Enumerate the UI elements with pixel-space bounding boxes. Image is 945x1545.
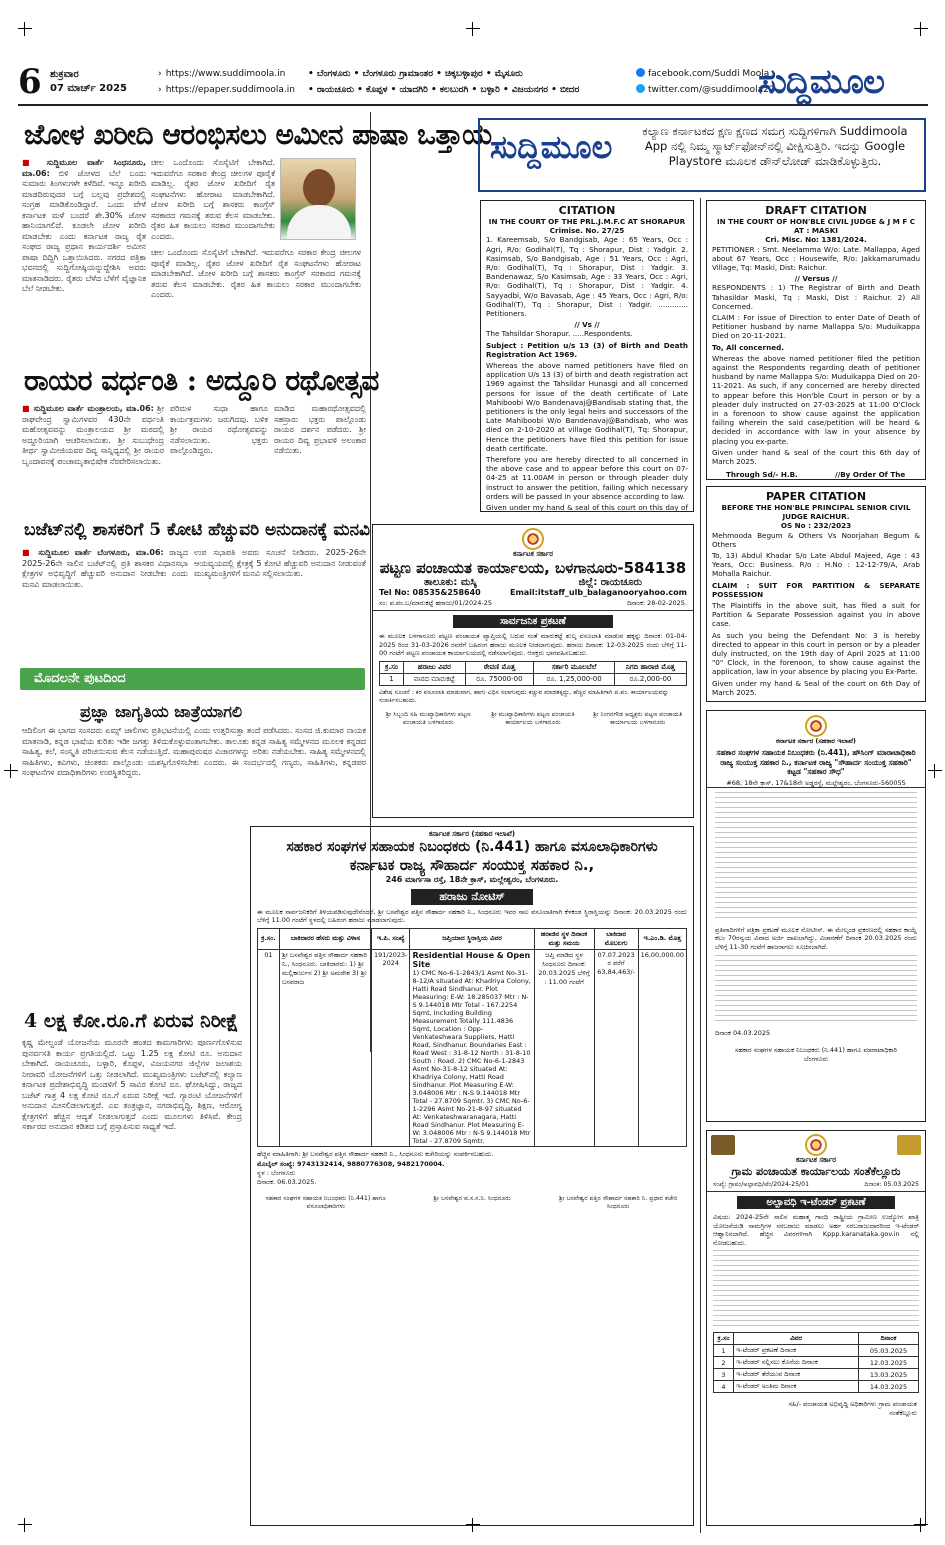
person-face (303, 169, 335, 207)
citation-title: CITATION (558, 204, 616, 217)
story1-headline: ಜೋಳ ಖರೀದಿ ಆರಂಭಿಸಲು ಅಮೀನ ಪಾಷಾ ಒತ್ತಾಯ (24, 118, 492, 151)
citation-to: To, All concerned. (712, 342, 784, 352)
story1-col2: ಚೀಲ ಒಂದೊಂದು ಸೊಸೈಟಿಗೆ ಬೇಕಾಗಿದೆ. ಇದುವರೆಗೂ ಸರಕಾರ ಕೇಂದ್ರ ಚೀಲಗಳ ಪೂರೈಕೆ ಮಾಡಿಲ್ಲ. ರೈತರ ಜೋಳ ಖರೀದಿಗೆ ರೈತ ಸಂಘಟನೆಗಳು ಹೋರಾಟ ಮಾಡಬೇಕಾಗಿದೆ. ಜೋಳ ಖರೀದಿ ಬಗ್ಗೆ ಶಾಸಕರು ಕಾಂಗ್ರೆಸ್ ಸರಕಾರದ ಗಮನಕ್ಕೆ ತರುವ ಕೆಲಸ ಮಾಡಬೇಕು. ರೈತರ ಹಿತ ಕಾಯಲು ಸರಕಾರ ಮುಂದಾಗಬೇಕು ಎಂದರು. (151, 158, 275, 241)
table-header: ಇ.ಪಿ. ಸಂಖ್ಯೆ (372, 928, 410, 949)
citation-body: Given under my hand & Seal of the court on 6th Day of March 2025. (712, 678, 920, 697)
citation-advocate: Through Sd/- H.B. (726, 470, 798, 480)
tender-table (713, 1332, 919, 1393)
column-rule (700, 198, 701, 1533)
table-cell: 12.03.2025 (859, 1357, 919, 1369)
citation-raichur (706, 486, 926, 702)
table-header: ಕ್ರ.ಸಂ (380, 661, 404, 673)
page-number: 6 (18, 62, 42, 102)
table-cell: ಇ-ಟೆಂಡರ್ ಸಲ್ಲಿಸಲು ಕೊನೆಯ ದಿನಾಂಕ (734, 1357, 859, 1369)
ad-notice-title: ಅಲ್ಪಾವಧಿ ಇ-ಟೆಂಡರ್ ಪ್ರಕಟಣೆ (737, 1196, 895, 1209)
table-header: ಬಾಕಿದಾರ ಮೊಬಲಗು (594, 928, 638, 949)
citation-title: PAPER CITATION (765, 490, 867, 503)
story3-text: ರಾಜ್ಯದ 2025-26ನೇ ಸಾಲಿನ ಬಜೆಟ್‌ನಲ್ಲಿ ಪ್ರತಿ ಶಾಸಕರ ವಿಧಾನಸಭಾ ಕ್ಷೇತ್ರಗಳ ಅಭಿವೃದ್ಧಿಗೆ ಹೆಚ್ಚುವರಿ ಅನುದಾನ ನೀಡಬೇಕು ಎಂದು ಮನವಿ ಮಾಡಲಾಯಿತು. (22, 548, 188, 589)
ad-notice-title: ಸಾರ್ವಜನಿಕ ಪ್ರಕಟಣೆ (453, 615, 613, 628)
table-header: ಇ.ಎಂ.ಡಿ. ಮೊತ್ತ (638, 928, 686, 949)
header-date-text: 07 ಮಾರ್ಚ್ 2025 (50, 83, 128, 94)
ad-signature: ಶ್ರೀ ನಿಂಗನಗೌಡ ಅಧ್ಯಕ್ಷರು ಪಟ್ಟಣ ಪಂಚಾಯತಿ ಕಾರ್ಯಾಲಯ ಬಳಗಾನೂರು (593, 710, 683, 726)
ad-tel: Tel No: 08535&258640 (379, 588, 481, 597)
header-date (50, 68, 127, 96)
epaper-link[interactable]: › https://epaper.suddimoola.in (158, 85, 295, 95)
ad-signature: ಶ್ರೀ ಮುಖ್ಯಾಧಿಕಾರಿಗಳು ಪಟ್ಟಣ ಪಂಚಾಯತಿ ಕಾರ್ಯಾಲಯ ಬಳಗಾನೂರು (491, 710, 575, 726)
citation-subject: Subject : Petition u/s 13 (3) of Birth and Death Registration Act 1969. (486, 340, 688, 359)
citation-petitioner: PETITIONER : Smt. Neelamma W/o: Late. Mallappa, Aged about 67 Years, Occ : Housewife, R/o: Jakkamarumadu Village, Tq: Maski, Dist: Raichur. (712, 244, 920, 273)
ad-signature: ಶ್ರೀ ಸಿಬ್ಬಂದಿ ಸಹಿ ಮುಖ್ಯಾಧಿಕಾರಿಗಳು ಪಟ್ಟಣ ಪಂಚಾಯತಿ ಬಳಗಾನೂರು (385, 710, 471, 726)
website-link[interactable]: › https://www.suddimoola.in (158, 69, 285, 79)
story4-headline: ಪ್ರಜ್ಞಾ ಜಾಗೃತಿಯ ಜಾತ್ರೆಯಾಗಲಿ (80, 702, 243, 721)
table-cell: 07.07.2023 ರ ವರೆಗೆ 63,84,463/- (594, 949, 638, 1146)
story2-col2: ಪರಿಮಳ ಸುಧಾ ಹಾಗೂ ಕಾರ್ಯಕ್ರಮಗಳು ಜರುಗಿದವು. ಬಳಿಕ ಶ್ರೀ ರಾಯರ ರಥೋತ್ಸವವನ್ನು ನಡೆಸಲಾಯಿತು. ಭಕ್ತರು ಪಾಲ್ಗೊಂಡಿದ್ದರು. (170, 404, 268, 455)
ad-address: #68, 18ನೇ ಕ್ರಾಸ್, 17&18ನೇ ಅಡ್ಡರಸ್ತೆ, ಮಲ್ಲೇಶ್ವರಂ, ಬೆಂಗಳೂರು-560055 (707, 779, 925, 789)
citation-vs: // Vs // (574, 320, 600, 330)
ad-notice: ವಿಷಯ: 2024-25ನೇ ಸಾಲಿನ ಮಹಾತ್ಮ ಗಾಂಧಿ ರಾಷ್ಟ್ರೀಯ ಗ್ರಾಮೀಣ ಉದ್ಯೋಗ ಖಾತ್ರಿ ಯೋಜನೆಯಡಿ ಸಾಮಗ್ರಿಗಳ ಸರಬರಾಜು ಮಾಡಲು ಅರ್ಹ ಸರಬರಾಜುದಾರರಿಂದ ಇ-ಟೆಂಡರ್ ಆಹ್ವಾನಿಸಲಾಗಿದೆ. ಹೆಚ್ಚಿನ ವಿವರಗಳಿಗಾಗಿ Kppp.karanataka.gov.in ನಲ್ಲಿ ನೋಡಬಹುದು. (713, 1213, 919, 1247)
story3-byline: ■ ಸುದ್ದಿಮೂಲ ವಾರ್ತೆ ಬೆಂಗಳೂರು, ಮಾ.06: (22, 548, 164, 557)
fine-print-block (715, 792, 917, 922)
header-links (158, 66, 295, 98)
ad-title: ಗ್ರಾಮ ಪಂಚಾಯತ ಕಾರ್ಯಾಲಯ ಸಂತೆಕೆಲ್ಲೂರು (731, 1165, 901, 1178)
table-header: ಸರ್ಕಾರಿ ಮೂಲಬೆಲೆ (534, 661, 615, 673)
story3-col1 (22, 548, 188, 660)
citation-court: IN THE COURT OF HON'BLE CIVIL JUDGE & J M F C AT : MASKI (716, 217, 916, 236)
table-cell: 05.03.2025 (859, 1345, 919, 1357)
citation-case: Crimise. No. 27/25 (549, 226, 625, 236)
citation-claim: CLAIM : For issue of Direction to enter Date of Death of Petitioner husband by name Mallappa S/o: Muduikappa Died on 20-11-2021. (712, 313, 920, 341)
ad-sahakara-notice (706, 710, 926, 1122)
ad-gov-label: ಕರ್ನಾಟಕ ಸರ್ಕಾರ (513, 550, 553, 558)
table-cell: 2 (714, 1357, 734, 1369)
ad-district: ಜಿಲ್ಲೆ: ರಾಯಚೂರು (578, 577, 643, 588)
story2-col1 (22, 404, 164, 510)
ad-date: ದಿನಾಂಕ: 28-02-2025. (626, 599, 687, 607)
facebook-icon (636, 68, 645, 77)
table-header: ಕ್ರ.ಸಂ (714, 1333, 734, 1345)
story1-col3-anchor (362, 158, 363, 159)
table-header: ನಿಗದಿ ಹಾರಾಜಿ ಮೊತ್ತ (614, 661, 686, 673)
promo-logo: ಸುದ್ದಿಮೂಲ (490, 128, 613, 166)
cities-row-1: • ಬೆಂಗಳೂರು • ಬೆಂಗಳೂರು ಗ್ರಾಮಾಂತರ • ಚಿಕ್ಕಬಳ್ಳಾಪುರ • ಮೈಸೂರು (308, 69, 523, 79)
ad-footer: ಹೆಚ್ಚಿನ ಮಾಹಿತಿಗಾಗಿ: ಶ್ರೀ ಬಸವೇಶ್ವರ ಪತ್ತಿನ ಸೌಹಾರ್ದ ಸಹಕಾರಿ ನಿ., ಸಿಂಧನೂರು ಕಚೇರಿಯನ್ನು ಸಂಪರ್ಕಿಸಬಹುದು. (257, 1149, 494, 1158)
ad-pattana-panchayat (372, 524, 694, 818)
property-title: Residential House & Open Site (412, 950, 531, 969)
ad-ref: ಸಂ: ಪ.ಪಂ.ಬ/ಮಾರುಕಟ್ಟೆ ಹರಾಜು/01/2024-25 (379, 599, 492, 607)
ad-email: Email:itstaff_ulb_balaganooryahoo.com (509, 588, 687, 597)
facebook-link[interactable]: facebook.com/Suddi Moola (648, 69, 770, 79)
story5-headline: 4 ಲಕ್ಷ ಕೋ.ರೂ.ಗೆ ಏರುವ ನಿರೀಕ್ಷೆ (24, 1010, 239, 1032)
citation-to: To, 13) Abdul Khadar S/o Late Abdul Majeed, Age : 43 Years, Occ: Business. R/o : H.No : 12-12-79/A, Arab Mohalla Raichur. (712, 551, 920, 579)
story2-byline: ■ ಸುದ್ದಿಮೂಲ ವಾರ್ತೆ ಮಂತ್ರಾಲಯ, ಮಾ.06: (22, 404, 154, 413)
ad-grama-panchayat (706, 1130, 926, 1526)
table-cell: 13.03.2025 (859, 1369, 919, 1381)
table-header: ವಿವರ (734, 1333, 859, 1345)
table-header: ಠೇವಣಿ ಮೊತ್ತ (465, 661, 534, 673)
story1-photo (280, 158, 356, 240)
ad-gov-label: ಕರ್ನಾಟಕ ಸರ್ಕಾರ (ಸಹಕಾರ ಇಲಾಖೆ) (776, 737, 856, 745)
ad-table (379, 661, 687, 686)
fine-print-block (715, 955, 917, 1025)
ad-notice-title: ಹರಾಜು ನೋಟಿಸ್ (411, 889, 533, 905)
citation-body: Therefore you are hereby directed to all concerned in the above case and to appear before this court on 07-04-25 at 11.00AM in person or through pleader duly instruct to answer the petition, failing which necessary orders will be passed in your absence according to law. (486, 455, 688, 501)
citation-parties: Mehmooda Begum & Others Vs Noorjahan Begum & Others (712, 530, 920, 549)
story1-col1 (22, 158, 146, 356)
ad-date: ದಿನಾಂಕ 04.03.2025 (715, 1029, 771, 1038)
karnataka-emblem-icon (805, 715, 827, 737)
crop-mark (18, 22, 32, 36)
citation-case: OS No : 232/2023 (780, 521, 852, 531)
twitter-icon (636, 84, 645, 93)
ad-title: ಸಹಕಾರ ಸಂಘಗಳ ಸಹಾಯಕ ನಿಬಂಧಕರು (ನಿ.441) ಹಾಗೂ ವಸೂಲಾಧಿಕಾರಿಗಳು (286, 839, 658, 855)
citation-body: As such you being the Defendant No: 3 is hereby directed to appear in this court in person or by a pleader duly instructed, on the 19th day of April 2025 at 11:00 "0" Clock, in the forenoon, to show cause against the application, law in your absence by placing you Ex-Parte. (712, 630, 920, 677)
citation-body: Whereas the above named petitioner filed the petition against the Respondents regarding death of petitioner husband by name Mallappa S/o: Muduikappa Died on 20-11-2021. As such, if any concerned are hereby directed to appear before this Hon'ble Court in person or by a pleader duly instructed on 27-03-2025 at 11:00 O'Clock in a forenoon to show cause against the application failing wherein the said case/petition will be heard & decided in accordance with law in your absence by placing you ex-parte. (712, 353, 920, 446)
ad-signature: ಸಹಿ/- ಪಂಚಾಯತ ಅಭಿವೃದ್ಧಿ ಅಧಿಕಾರಿಗಳು ಗ್ರಾಮ ಪಂಚಾಯತ ಸಂತೆಕೆಲ್ಲೂರು (788, 1400, 917, 1417)
page-header (18, 64, 928, 106)
table-cell: ಇ-ಟೆಂಡರ್ ಅಂತಿಮ ದಿನಾಂಕ (734, 1381, 859, 1393)
story3-headline: ಬಜೆಟ್‌ನಲ್ಲಿ ಶಾಸಕರಿಗೆ 5 ಕೋಟಿ ಹೆಚ್ಚುವರಿ ಅನುದಾನಕ್ಕೆ ಮನವಿ (24, 520, 370, 540)
crop-mark (4, 764, 18, 778)
citation-parties: 1. Kareemsab, S/o Bandgisab, Age : 65 Years, Occ : Agri, R/o: Godihal(T), Tq : Shorapur, Dist : Yadgir. 2. Kasimsab, S/o Bandgisab, Age : 51 Years, Occ : Agri, R/o: Godihal(T), Tq : Shorapur, Dist : Yadgir. 3. Bandenawaz, S/o Kasimsab, Age : 33 Years, Occ : Agri, R/o: Godihal(T), Tq : Shorapur, Dist : Yadgir. 4. Sayyadbi, W/o Bavasab, Age : 45 Years, Occ : Agri, R/o: Godihal(T), Tq : Shorapur, Dist : Yadgir. ............. Petitioners. (486, 235, 688, 319)
table-cell: 1 (714, 1345, 734, 1357)
story1-text: ಬಿಳಿ ಜೋಳದ ಬೆಲೆ ಬಂದು ಸುಮಾರು ತಿಂಗಳುಗಳೇ ಕಳೆದಿವೆ. ಇನ್ನೂ ಖರೀದಿ ಮಾಡದಿರುವುದರ ಬಗ್ಗೆ ಬಲ್ಲವು ಪ್ರದೇಶದಲ್ಲಿ ಸಂಗ್ರಹ ಮಾಡಿಕೊಂಡಿದ್ದಾರೆ. ಒಂದು ವೇಳೆ ಕರ್ನಾಟಕ ಮಳೆ ಬಂದರೆ ಶೇ.30% ಜೋಳ ಹಾನಿಯಾಗಲಿದೆ. ಕೂಡಲೇ ಜೋಳ ಖರೀದಿ ಮಾಡಬೇಕು ಎಂದು ಕರ್ನಾಟಕ ರಾಜ್ಯ ರೈತ ಸಂಘದ ರಾಜ್ಯ ಪ್ರಧಾನ ಕಾರ್ಯದರ್ಶಿ ಅಮೀನ ಪಾಷಾ ದಿದ್ದಿಗಿ ಒತ್ತಾಯಿಸಿದರು. ನಗರದ ಪತ್ರಿಕಾ ಭವನದಲ್ಲಿ ಸುದ್ದಿಗೋಷ್ಠಿಯನ್ನುದ್ದೇಶಿಸಿ ಅವರು ಮಾತನಾಡಿದರು. ರೈತರು ಬೆಳೆದ ಬೆಳೆಗೆ ವೈಜ್ಞಾನಿಕ ಬೆಲೆ ನೀಡಬೇಕು. (22, 168, 146, 293)
story2-headline: ರಾಯರ ವರ್ಧಂತಿ : ಅದ್ದೂರಿ ರಥೋತ್ಸವ (24, 364, 379, 397)
story2-text: ಶ್ರೀ ರಾಘವೇಂದ್ರ ಸ್ವಾಮಿಗಳವರ 430ನೇ ವರ್ಧಂತಿ ಮಹೋತ್ಸವವನ್ನು ಮಂತ್ರಾಲಯದ ಶ್ರೀ ಮಠದಲ್ಲಿ ಅದ್ದೂರಿಯಾಗಿ ಆಚರಿಸಲಾಯಿತು. ಶ್ರೀ ಸುಬುಧೇಂದ್ರ ತೀರ್ಥ ಸ್ವಾಮೀಜಿಯವರ ದಿವ್ಯ ಸಾನ್ನಿಧ್ಯದಲ್ಲಿ ಶ್ರೀ ರಾಯರ ಬೃಂದಾವನಕ್ಕೆ ಪಂಚಾಮೃತಾಭಿಷೇಕ ನೆರವೇರಿಸಲಾಯಿತು. (22, 404, 164, 466)
citation-body: Whereas the above named petitioners have filed on application U/s 13 (3) of birth and death registration act 1969 against the Tahsildar Hunasgi and all concerned persons for issue of the death certificate of Late Mahiboobi W/o Bandenavaj@Bandisab stating that, the petitioners is the only legal heirs and successors of the Late Mahiboobi W/o Bandenavaj@Bandisab, who was died on 2-10-2020 at village Godihal(T), Tq: Shorapur, Hence the petitioners have filed this petition for issue death certificate. (486, 361, 688, 453)
story1-col2b: ಚೀಲ ಒಂದೊಂದು ಸೊಸೈಟಿಗೆ ಬೇಕಾಗಿದೆ. ಇದುವರೆಗೂ ಸರಕಾರ ಕೇಂದ್ರ ಚೀಲಗಳ ಪೂರೈಕೆ ಮಾಡಿಲ್ಲ. ರೈತರ ಜೋಳ ಖರೀದಿಗೆ ರೈತ ಸಂಘಟನೆಗಳು ಹೋರಾಟ ಮಾಡಬೇಕಾಗಿದೆ. ಜೋಳ ಖರೀದಿ ಬಗ್ಗೆ ಶಾಸಕರು ಕಾಂಗ್ರೆಸ್ ಸರಕಾರದ ಗಮನಕ್ಕೆ ತರುವ ಕೆಲಸ ಮಾಡಬೇಕು. ರೈತರ ಹಿತ ಕಾಯಲು ಸರಕಾರ ಮುಂದಾಗಬೇಕು ಎಂದರು. (151, 248, 361, 299)
citation-body: The Plaintiffs in the above suit, has filed a suit for Partition & Separate Possession against you in above case. (712, 601, 920, 629)
header-cities (308, 66, 579, 98)
story4-text: ಆದಿಲಿಂಗ ಈ ಭಾಗದ ಸಂಸದರು ಏಮ್ಸ್ ಜಾಲಿಗಳು ಪ್ರತಿಭಟನೆಯಲ್ಲಿ ಎಂದು ಉತ್ತರಿಸುತ್ತಾ ತಂದೆ ಪಡೆಸಿದರು. ಸಂಸದ ಜಿ.ಕುಮಾರ ನಾಯಕ ಮಾತನಾಡಿ, ಕನ್ನಡ ಭಾಷೆಯ ಕುರಿತು ಇಡೀ ಜಗತ್ತು ತಿಳಿದುಕೊಳ್ಳುವಂತಾಗಬೇಕು. ತಾಲೂಕು ಕನ್ನಡ ಸಾಹಿತ್ಯ ಸಮ್ಮೇಳನದ ಮೂಲಕ ಕನ್ನಡದ ಸಾಹಿತ್ಯ, ಕಲೆ, ಸಂಸ್ಕೃತಿ ಪರಿಚಯಿಸುವ ಕೆಲಸ ನಡೆಯುತ್ತಿದೆ. ಮಹಾಪುರುಷರ ವಿಚಾರಗಳನ್ನು ಅರಿತು ನಡೆಯಬೇಕು. ಸಾಹಿತ್ಯ ಸಮ್ಮೇಳನದಲ್ಲಿ ಸಾಹಿತಿಗಳು, ಕವಿಗಳು, ಚಿಂತಕರು ಪಾಲ್ಗೊಂಡು ಯಶಸ್ವಿಗೊಳಿಸಬೇಕು ಎಂದರು. ಈ ಸಂದರ್ಭದಲ್ಲಿ ಗಣ್ಯರು, ಸಾಹಿತಿಗಳು, ಕನ್ನಡಪರ ಸಂಘಟನೆಗಳ ಪದಾಧಿಕಾರಿಗಳು ಉಪಸ್ಥಿತರಿದ್ದರು. (22, 726, 366, 777)
crop-mark (914, 22, 928, 36)
ad-date: ದಿನಾಂಕ: 06.03.2025. (257, 1178, 317, 1187)
ad-gov-label: ಕರ್ನಾಟಕ ಸರ್ಕಾರ (ಸಹಕಾರ ಇಲಾಖೆ) (428, 830, 516, 838)
citation-vs: // Versus // (794, 274, 838, 284)
ad-title: ಪಟ್ಟಣ ಪಂಚಾಯತ ಕಾರ್ಯಾಲಯ, ಬಳಗಾನೂರು-584138 (379, 559, 687, 577)
story1-byline: ■ ಸುದ್ದಿಮೂಲ ವಾರ್ತೆ ಸಿಂಧನೂರು, ಮಾ.06: (22, 158, 146, 178)
table-header: ಕ್ರ.ಸಂ. (258, 928, 280, 949)
citation-body: Given under my hand & seal of this court on this day of (486, 503, 688, 512)
ad-notice: ಈ ಮೂಲಕ ಬಳಗಾನೂರು ಪಟ್ಟಣ ಪಂಚಾಯತ ವ್ಯಾಪ್ತಿಯಲ್ಲಿ ಬರುವ ಸಂತೆ ಮಾರುಕಟ್ಟೆ ಶುಲ್ಕ ವಸೂಲಾತಿ ಮಾಡುವ ಹಕ್ಕನ್ನು ದಿನಾಂಕ: 01-04-2025 ರಿಂದ 31-03-2026 ರವರೆಗೆ ಬಹಿರಂಗ ಹರಾಜು ಮೂಲಕ ನೀಡಲಾಗುವುದು. ಹರಾಜು ದಿನಾಂಕ: 12-03-2025 ರಂದು ಬೆಳಿಗ್ಗೆ 11-00 ಗಂಟೆಗೆ ಪಟ್ಟಣ ಪಂಚಾಯತ ಕಾರ್ಯಾಲಯದಲ್ಲಿ ನಡೆಸಲಾಗುವುದು. ಆಸಕ್ತರು ಭಾಗವಹಿಸಬಹುದು. (379, 632, 687, 657)
fine-print-block (713, 1250, 919, 1326)
continued-banner: ಮೊದಲನೇ ಪುಟದಿಂದ (20, 668, 365, 690)
citation-court: BEFORE THE HON'BLE PRINCIPAL SENIOR CIVIL JUDGE RAICHUR. (721, 503, 911, 522)
ad-ref: ಸಂಖ್ಯೆ: ಗ್ರಾಪಂ/ಅಲ್ಪಾವಧಿ/ಟೆಂ/2024-25/01 (713, 1181, 810, 1188)
table-cell: 3 (714, 1369, 734, 1381)
table-cell: ರೂ. 1,25,000-00 (534, 673, 615, 685)
ad-date: ದಿನಾಂಕ: 05.03.2025 (864, 1181, 919, 1188)
person-shirt (287, 205, 351, 240)
karnataka-emblem-icon (522, 528, 544, 550)
panchayat-logo-icon (711, 1135, 735, 1155)
ad-notice: ಈ ಮೂಲಕ ಸಾರ್ವಜನಿಕರಿಗೆ ತಿಳಿಯಪಡಿಸುವುದೇನೆಂದರೆ, ಶ್ರೀ ಬಸವೇಶ್ವರ ಪತ್ತಿನ ಸೌಹಾರ್ದ ಸಹಕಾರಿ ನಿ., ಸಿಂಧನೂರು ಇವರ ಸಾಲ ವಸೂಲಾತಿಗಾಗಿ ಕೆಳಕಂಡ ಸ್ಥಿರಾಸ್ತಿಯನ್ನು ದಿನಾಂಕ: 20.03.2025 ರಂದು ಬೆಳಿಗ್ಗೆ 11.00 ಗಂಟೆಗೆ ಸ್ಥಳದಲ್ಲಿ ಬಹಿರಂಗ ಹರಾಜು ಮಾಡಲಾಗುವುದು. (257, 908, 687, 925)
ad-title-2: ಕರ್ನಾಟಕ ರಾಜ್ಯ ಸೌಹಾರ್ದ ಸಂಯುಕ್ತ ಸಹಕಾರ ನಿ., (349, 856, 595, 874)
table-cell: 191/2023-2024 (372, 949, 410, 1146)
table-cell: 14.03.2025 (859, 1381, 919, 1393)
citation-body: Given under hand & seal of the court this 6th day of March 2025. (712, 447, 920, 467)
table-header: ಹರಾಜಿನ ಸ್ಥಳ ದಿನಾಂಕ ಮತ್ತು ಸಮಯ (534, 928, 594, 949)
table-cell: 4 (714, 1381, 734, 1393)
table-cell: ಇ-ಟೆಂಡರ್ ಪ್ರಕಟಣೆ ದಿನಾಂಕ (734, 1345, 859, 1357)
citation-advocate (712, 701, 812, 702)
table-cell: 1 (380, 673, 404, 685)
citation-court: IN THE COURT OF THE PRL.J.M.F.C AT SHORAPUR (488, 217, 686, 226)
promo-text: ಕಲ್ಯಾಣ ಕರ್ನಾಟಕದ ಕ್ಷಣ ಕ್ಷಣದ ಸಮಗ್ರ ಸುದ್ದಿಗಳಿಗಾಗಿ Suddimoola App ನಲ್ಲಿ ನಿಮ್ಮ ಸ್ಮಾರ್ಟ್‌ಫೋನ್‌ನಲ್ಲಿ ವೀಕ್ಷಿಸುತ್ತಿರಿ. ಇದನ್ನು Google Playstore ಮೂಲಕ ಡೌನ್‌ಲೋಡ್ ಮಾಡಿಕೊಳ್ಳುತ್ತಿರು. (642, 124, 908, 168)
ad-footnote: ವಿಶೇಷ ಸೂಚನೆ : ಕರ ವಸೂಲಾತಿ ಮಾಡುವಾಗ, ಹಾಗು ವಿಧಿಸ ಸಲಾಗುವುದು ಕಚ್ಚುವ ಮಾಡತಕ್ಕದ್ದು, ಹೆಚ್ಚಿನ ಮಾಹಿತಿಗಾಗಿ ಪ.ಪಂ. ಕಾರ್ಯಾಲಯವನ್ನು ಸಂಪರ್ಕಿಸಬಹುದು. (379, 688, 669, 704)
table-cell: 16,00,000.00 (638, 949, 686, 1146)
citation-order (820, 701, 920, 702)
twitter-link[interactable]: twitter.com/@suddimoola22 (648, 85, 775, 95)
table-cell: ಶ್ರೀ ಬಸವೇಶ್ವರ ಪತ್ತಿನ ಸೌಹಾರ್ದ ಸಹಕಾರಿ ನಿ., ಸಿಂಧನೂರು. ಬಾಕಿದಾರರು: 1) ಶ್ರೀ ಮಲ್ಲಿಕಾರ್ಜುನ 2) ಶ್ರೀ ಅಮರೇಶ 3) ಶ್ರೀ ಬಸವರಾಜ (280, 949, 372, 1146)
table-cell: 01 (258, 949, 280, 1146)
citation-maski (706, 200, 926, 480)
crop-mark (466, 22, 480, 36)
story5-text: ಕೃಷ್ಣ ಮೇಲ್ದಂಡೆ ಯೋಜನೆಯ ಮೂರನೇ ಹಂತದ ಕಾಮಗಾರಿಗಳು ಪೂರ್ಣಗೊಳಿಸುವ ಪುನರ್ವಸತಿ ಕಾರ್ಯ ಪ್ರಗತಿಯಲ್ಲಿದೆ. ಒಟ್ಟು 1.25 ಲಕ್ಷ ಕೋಟಿ ರೂ. ಅನುದಾನ ಬೇಕಾಗಿದೆ. ರಾಯಚೂರು, ಬಳ್ಳಾರಿ, ಕೊಪ್ಪಳ, ವಿಜಯನಗರ ಜಿಲ್ಲೆಗಳ ಜಲಾಶಯ ನೀರಾವರಿ ಯೋಜನೆಗಳಿಗೆ ಒತ್ತು ನೀಡಲಾಗಿದೆ. ಮುಖ್ಯಮಂತ್ರಿಗಳು ಬಜೆಟ್‌ನಲ್ಲಿ ಕಲ್ಯಾಣ ಕರ್ನಾಟಕ ಪ್ರದೇಶಾಭಿವೃದ್ಧಿ ಮಂಡಳಿಗೆ 5 ಸಾವಿರ ಕೋಟಿ ರೂ. ಘೋಷಿಸಿದ್ದು, ರಾಜ್ಯದ ಬಜೆಟ್ ಗಾತ್ರ 4 ಲಕ್ಷ ಕೋಟಿ ರೂ.ಗೆ ಏರುವ ನಿರೀಕ್ಷೆ ಇದೆ. ಗ್ಯಾರಂಟಿ ಯೋಜನೆಗಳಿಗೆ ಅನುದಾನ ಮೀಸಲಿಡಲಾಗುತ್ತದೆ. ಎಐ ತಂತ್ರಜ್ಞಾನ, ನಗರಾಭಿವೃದ್ಧಿ, ಶಿಕ್ಷಣ, ಆರೋಗ್ಯ ಕ್ಷೇತ್ರಗಳಿಗೆ ಹೆಚ್ಚಿನ ಆದ್ಯತೆ ನೀಡಲಾಗುತ್ತದೆ ಎಂದು ಮೂಲಗಳು ತಿಳಿಸಿವೆ. ಕೇಂದ್ರ ಸರ್ಕಾರದ ಅನುದಾನ ಕಡಿತದ ಬಗ್ಗೆ ಪ್ರಸ್ತಾಪಿಸುವ ಸಾಧ್ಯತೆ ಇದೆ. (22, 1038, 242, 1131)
story3-col2: ಉಪ ಸಭಾಪತಿ ಅವರು ಸೂಚನೆ ನೀಡಿದರು. 2025-26ನೇ ಆಯವ್ಯಯದಲ್ಲಿ ಕ್ಷೇತ್ರಕ್ಕೆ 5 ಕೋಟಿ ಹೆಚ್ಚುವರಿ ಅನುದಾನ ನೀಡುವಂತೆ ಮುಖ್ಯಮಂತ್ರಿಗಳಿಗೆ ಮನವಿ ಸಲ್ಲಿಸಲಾಯಿತು. (194, 548, 366, 578)
table-cell: ರೂ. 75000-00 (465, 673, 534, 685)
app-promo[interactable] (478, 118, 926, 192)
ad-place: ಸ್ಥಳ : ಬೆಂಗಳೂರು (257, 1169, 296, 1178)
table-header: ಹರಾಜು ವಿವರ (403, 661, 465, 673)
property-details: 1) CMC No-6-1-2843/1 Asmt No-31-8-12/A situated At: Khadriya Colony, Hatti Road Sindhanur. Plot Measuring: E-W: 18.285037 Mtr : N-S 9.144018 Mtr Total - 167.2254 Sqmt, Including Building Measurement Totally 111.4836 Sqmt, Location : Opp- Venkateshwara Suppliers, Hatti Road, Sindhanur. Boundaries East : Road West : 31-8-12 North : 31-8-10 South : Road. 2) CMC No-6-1-2843 Asmt No-31-8-12 situated At: Khadriya Colony, Hatti Road Sindhanur. Plot Measuring E-W: 3.048006 Mtr : N-S 9.144018 Mtr Total - 27.8709 Sqmtr. 3) CMC No-6-1-2296 Asmt No-21-8-97 situated At: Venkateshwaranagara, Hatti Road Sindhanur. Plot Measuring E-W: 3.048006 Mtr : N-S 9.144018 Mtr Total - 27.8709 Sqmtr. (412, 968, 531, 1145)
citation-respondents: RESPONDENTS : 1) The Registrar of Birth and Death Tahasildar Maski, Tq : Maski, Dist : Raichur. 2) All Concerned. (712, 283, 920, 311)
table-cell: ಇ-ಟೆಂಡರ್ ತೆರೆಯುವ ದಿನಾಂಕ (734, 1369, 859, 1381)
ad-mobile: ಮೊಬೈಲ್ ಸಂಖ್ಯೆ: 9743132414, 9880776308, 9482170004. (257, 1160, 445, 1169)
table-header: ದಿನಾಂಕ (859, 1333, 919, 1345)
story2-col3: ಮಾಡಿದ ಮಹಾರಥೋತ್ಸವದಲ್ಲಿ ಸಹಸ್ರಾರು ಭಕ್ತರು ಪಾಲ್ಗೊಂಡು ರಾಯರ ದರ್ಶನ ಪಡೆದರು. ಶ್ರೀ ರಾಯರ ದಿವ್ಯ ಪ್ರಭಾವಳಿ ಅಲಂಕಾರ ನಡೆಯಿತು. (274, 404, 366, 455)
header-social (636, 66, 775, 98)
ad-signature: ಶ್ರೀ ಬಸವೇಶ್ವರ ಪತ್ತಿನ ಸೌಹಾರ್ದ ಸಹಕಾರಿ ನಿ. ಪ್ರಧಾನ ಕಚೇರಿ ಸಿಂಧನೂರು (559, 1195, 678, 1211)
citation-order: //By Order Of The (834, 470, 906, 480)
ad-signature: ಸಹಕಾರ ಸಂಘಗಳ ಸಹಾಯಕ ನಿಬಂಧಕರು (ನಿ.441) ಹಾಗೂ ವಸೂಲಾಧಿಕಾರಿಗಳು (265, 1195, 386, 1211)
table-header: ಜಪ್ತಿಯಾದ ಸ್ಥಿರಾಸ್ತಿಯ ವಿವರ (410, 928, 534, 949)
ad-title: ಸಹಕಾರ ಸಂಘಗಳ ಸಹಾಯಕ ನಿಬಂಧಕರು (ನಿ.441), ಹೌಸಿಂಗ್ ಮಾರಾಟಾಧಿಕಾರಿ ರಾಜ್ಯ ಸಂಯುಕ್ತ ಸಹಕಾರ ನಿ., ಕರ್ನಾಟಕ ರಾಜ್ಯ "ಸೌಹಾರ್ದ ಸಂಯುಕ್ತ ಸಹಕಾರಿ" ಕಟ್ಟಡ "ಸಹಕಾರ ಸೌಧ" (716, 748, 916, 776)
ad-signature: ಶ್ರೀ ಬಸವೇಶ್ವರ ಪ.ಸ.ಸ.ನಿ. ಸಿಂಧನೂರು (433, 1195, 511, 1203)
ad-sahakara-auction (250, 826, 694, 1526)
crop-mark (928, 764, 942, 778)
ad-taluk: ತಾಲೂಕು: ಮಸ್ಕಿ (423, 577, 477, 588)
citation-title: DRAFT CITATION (765, 204, 867, 217)
citation-respondent: The Tahsildar Shorapur. .....Respondents. (486, 329, 633, 339)
ad-body: ಪ್ರತಿವಾದಿಗಳಿಗೆ ಪತ್ರಿಕಾ ಪ್ರಕಟಣೆ ಮೂಲಕ ನೋಟೀಸ್. ಈ ಮೇಲ್ಕಂಡ ಪ್ರಕರಣದಲ್ಲಿ ಸಹಕಾರ ಕಾಯ್ದೆ ಕಲಂ 70ರನ್ವಯ ವಿವಾದ ಅರ್ಜಿ ದಾಖಲಾಗಿದ್ದು, ವಿಚಾರಣೆಗೆ ದಿನಾಂಕ 20.03.2025 ರಂದು ಬೆಳಿಗ್ಗೆ 11-30 ಗಂಟೆಗೆ ಹಾಜರಾಗಲು ಸೂಚಿಸಲಾಗಿದೆ. (715, 926, 917, 951)
ad-address: 246 ಮಾರ್ಗಸಾ ರಸ್ತೆ, 18ನೇ ಕ್ರಾಸ್, ಮಲ್ಲೇಶ್ವರಂ, ಬೆಂಗಳೂರು. (385, 875, 559, 884)
table-cell: ಜಪ್ತಿ ಮಾಡಿದ ಸ್ಥಳ ಸಿಂಧನೂರು ದಿನಾಂಕ: 20.03.2025 ಬೆಳಿಗ್ಗೆ : 11.00 ಗಂಟೆಗೆ (534, 949, 594, 1146)
table-cell: ರೂ.2,000-00 (614, 673, 686, 685)
anniversary-logo-icon (897, 1135, 921, 1155)
citation-shorapur (480, 200, 694, 512)
masthead-logo: ಸುದ್ದಿಮೂಲ (758, 62, 884, 102)
auction-table (257, 928, 687, 1147)
karnataka-emblem-icon (805, 1134, 827, 1156)
ad-gov-label: ಕರ್ನಾಟಕ ಸರ್ಕಾರ (796, 1156, 836, 1164)
header-day: ಶುಕ್ರವಾರ (50, 69, 79, 80)
citation-claim: CLAIM : SUIT FOR PARTITION & SEPARATE POSSESSION (712, 580, 920, 599)
table-header: ಬಾಕಿದಾರರ ಹೆಸರು ಮತ್ತು ವಿಳಾಸ (280, 928, 372, 949)
cities-row-2: • ರಾಯಚೂರು • ಕೊಪ್ಪಳ • ಯಾದಗಿರಿ • ಕಲಬುರಗಿ • ಬಳ್ಳಾರಿ • ವಿಜಯನಗರ • ಬೀದರ (308, 85, 580, 95)
ad-signature: ಸಹಕಾರ ಸಂಘಗಳ ಸಹಾಯಕ ನಿಬಂಧಕರು (ನಿ.441) ಹಾಗೂ ಮಾರಾಟಾಧಿಕಾರಿ ಬೆಂಗಳೂರು (734, 1046, 898, 1063)
citation-case: Cri. Misc. No: 1381/2024. (765, 235, 867, 245)
table-cell: ವಾರದ ಮಾರುಕಟ್ಟೆ (403, 673, 465, 685)
